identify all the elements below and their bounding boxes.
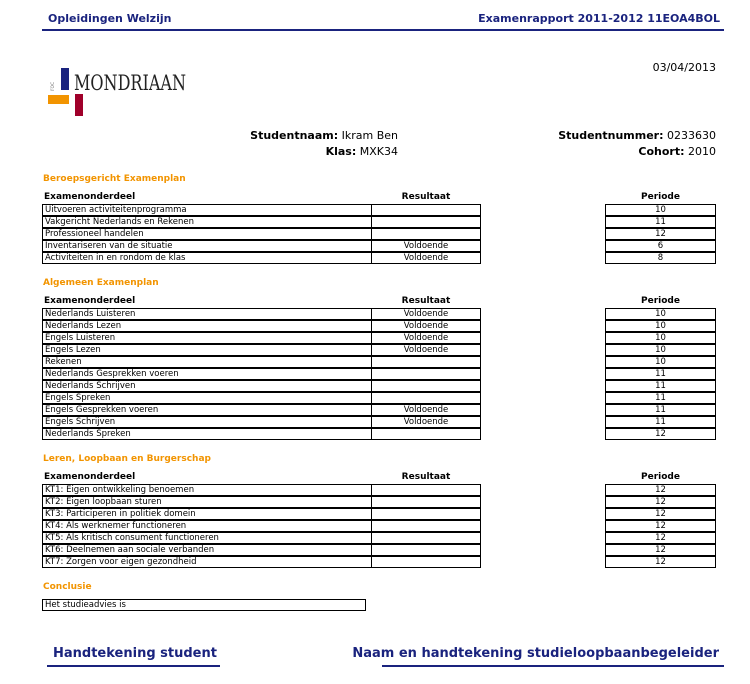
table-row-result (371, 204, 481, 216)
table-row-part: Nederlands Spreken (42, 428, 481, 440)
table-row-period: 10 (605, 308, 716, 320)
table-row-part: Nederlands Lezen (42, 320, 481, 332)
table-row-period: 10 (605, 320, 716, 332)
section-title: Algemeen Examenplan (43, 278, 159, 288)
table-row-result (371, 380, 481, 392)
table-row-part: KT4: Als werknemer functioneren (42, 520, 481, 532)
table-row-result (371, 392, 481, 404)
footer-supervisor-rule (382, 665, 724, 667)
table-row-result: Voldoende (371, 308, 481, 320)
table-row-period: 12 (605, 496, 716, 508)
table-row-result (371, 368, 481, 380)
table-row-period: 12 (605, 520, 716, 532)
student-cohort: 2010 (688, 145, 716, 158)
table-row-result (371, 544, 481, 556)
table-row-period: 11 (605, 392, 716, 404)
table-row-result: Voldoende (371, 320, 481, 332)
logo-wordmark: MONDRIAAN (74, 71, 186, 95)
table-row-part: Nederlands Luisteren (42, 308, 481, 320)
table-row-result (371, 532, 481, 544)
table-row-period: 12 (605, 228, 716, 240)
table-row-part: Engels Schrijven (42, 416, 481, 428)
table-row-result (371, 356, 481, 368)
table-row-result: Voldoende (371, 240, 481, 252)
footer-student-rule (47, 665, 220, 667)
table-row-part: Engels Spreken (42, 392, 481, 404)
table-row-part: Nederlands Gesprekken voeren (42, 368, 481, 380)
column-header-result: Resultaat (401, 192, 451, 202)
table-row-part: Nederlands Schrijven (42, 380, 481, 392)
table-row-period: 12 (605, 532, 716, 544)
column-header-period: Periode (641, 472, 680, 482)
table-row-part: KT1: Eigen ontwikkeling benoemen (42, 484, 481, 496)
table-row-period: 12 (605, 544, 716, 556)
mondriaan-logo (44, 64, 194, 120)
table-row-period: 11 (605, 404, 716, 416)
table-row-period: 12 (605, 508, 716, 520)
table-row-part: KT3: Participeren in politiek domein (42, 508, 481, 520)
table-row-result: Voldoende (371, 344, 481, 356)
table-row-result (371, 496, 481, 508)
table-row-result (371, 228, 481, 240)
table-row-result (371, 508, 481, 520)
student-name-line (250, 129, 398, 142)
table-row-period: 12 (605, 428, 716, 440)
section-title: Leren, Loopbaan en Burgerschap (43, 454, 211, 464)
student-class-line (326, 145, 398, 158)
column-header-part: Examenonderdeel (44, 192, 136, 202)
table-row-result (371, 216, 481, 228)
conclusion-title: Conclusie (43, 582, 92, 592)
table-row-part: Engels Lezen (42, 344, 481, 356)
table-row-period: 10 (605, 332, 716, 344)
table-row-part: Engels Gesprekken voeren (42, 404, 481, 416)
table-row-period: 11 (605, 416, 716, 428)
table-row-part: Professioneel handelen (42, 228, 481, 240)
table-row-result (371, 484, 481, 496)
table-row-period: 11 (605, 380, 716, 392)
table-row-result: Voldoende (371, 332, 481, 344)
table-row-part: Rekenen (42, 356, 481, 368)
column-header-part: Examenonderdeel (44, 296, 136, 306)
table-row-period: 12 (605, 556, 716, 568)
table-row-result: Voldoende (371, 416, 481, 428)
student-name-label: Studentnaam: (250, 129, 339, 142)
footer-student-signature: Handtekening student (53, 646, 217, 661)
logo-prefix: roc (49, 81, 56, 91)
table-row-period: 8 (605, 252, 716, 264)
table-row-period: 10 (605, 356, 716, 368)
student-class-label: Klas: (325, 145, 357, 158)
conclusion-field: Het studieadvies is (42, 599, 366, 611)
header-report-title: Examenrapport 2011-2012 11EOA4BOL (478, 12, 720, 25)
table-row-part: Vakgericht Nederlands en Rekenen (42, 216, 481, 228)
column-header-period: Periode (641, 296, 680, 306)
report-date: 03/04/2013 (652, 61, 716, 74)
student-name: Ikram Ben (341, 129, 398, 142)
table-row-period: 6 (605, 240, 716, 252)
table-row-period: 12 (605, 484, 716, 496)
student-number: 0233630 (667, 129, 716, 142)
table-row-part: KT2: Eigen loopbaan sturen (42, 496, 481, 508)
student-number-label: Studentnummer: (558, 129, 664, 142)
column-header-result: Resultaat (401, 296, 451, 306)
student-number-line (558, 129, 716, 142)
header-rule (42, 29, 724, 31)
table-row-part: Activiteiten in en rondom de klas (42, 252, 481, 264)
table-row-result (371, 556, 481, 568)
table-row-part: Engels Luisteren (42, 332, 481, 344)
column-header-part: Examenonderdeel (44, 472, 136, 482)
table-row-period: 11 (605, 216, 716, 228)
table-row-period: 11 (605, 368, 716, 380)
table-row-result (371, 428, 481, 440)
footer-supervisor-signature: Naam en handtekening studieloopbaanbegeleider (352, 646, 719, 661)
table-row-part: KT5: Als kritisch consument functioneren (42, 532, 481, 544)
table-row-result: Voldoende (371, 252, 481, 264)
header-institution: Opleidingen Welzijn (48, 12, 172, 25)
table-row-part: KT7: Zorgen voor eigen gezondheid (42, 556, 481, 568)
column-header-period: Periode (641, 192, 680, 202)
section-title: Beroepsgericht Examenplan (43, 174, 186, 184)
table-row-result (371, 520, 481, 532)
table-row-part: KT6: Deelnemen aan sociale verbanden (42, 544, 481, 556)
table-row-result: Voldoende (371, 404, 481, 416)
table-row-period: 10 (605, 344, 716, 356)
student-class: MXK34 (359, 145, 398, 158)
table-row-part: Uitvoeren activiteitenprogramma (42, 204, 481, 216)
student-cohort-label: Cohort: (638, 145, 685, 158)
column-header-result: Resultaat (401, 472, 451, 482)
table-row-part: Inventariseren van de situatie (42, 240, 481, 252)
student-cohort-line (638, 145, 716, 158)
table-row-period: 10 (605, 204, 716, 216)
